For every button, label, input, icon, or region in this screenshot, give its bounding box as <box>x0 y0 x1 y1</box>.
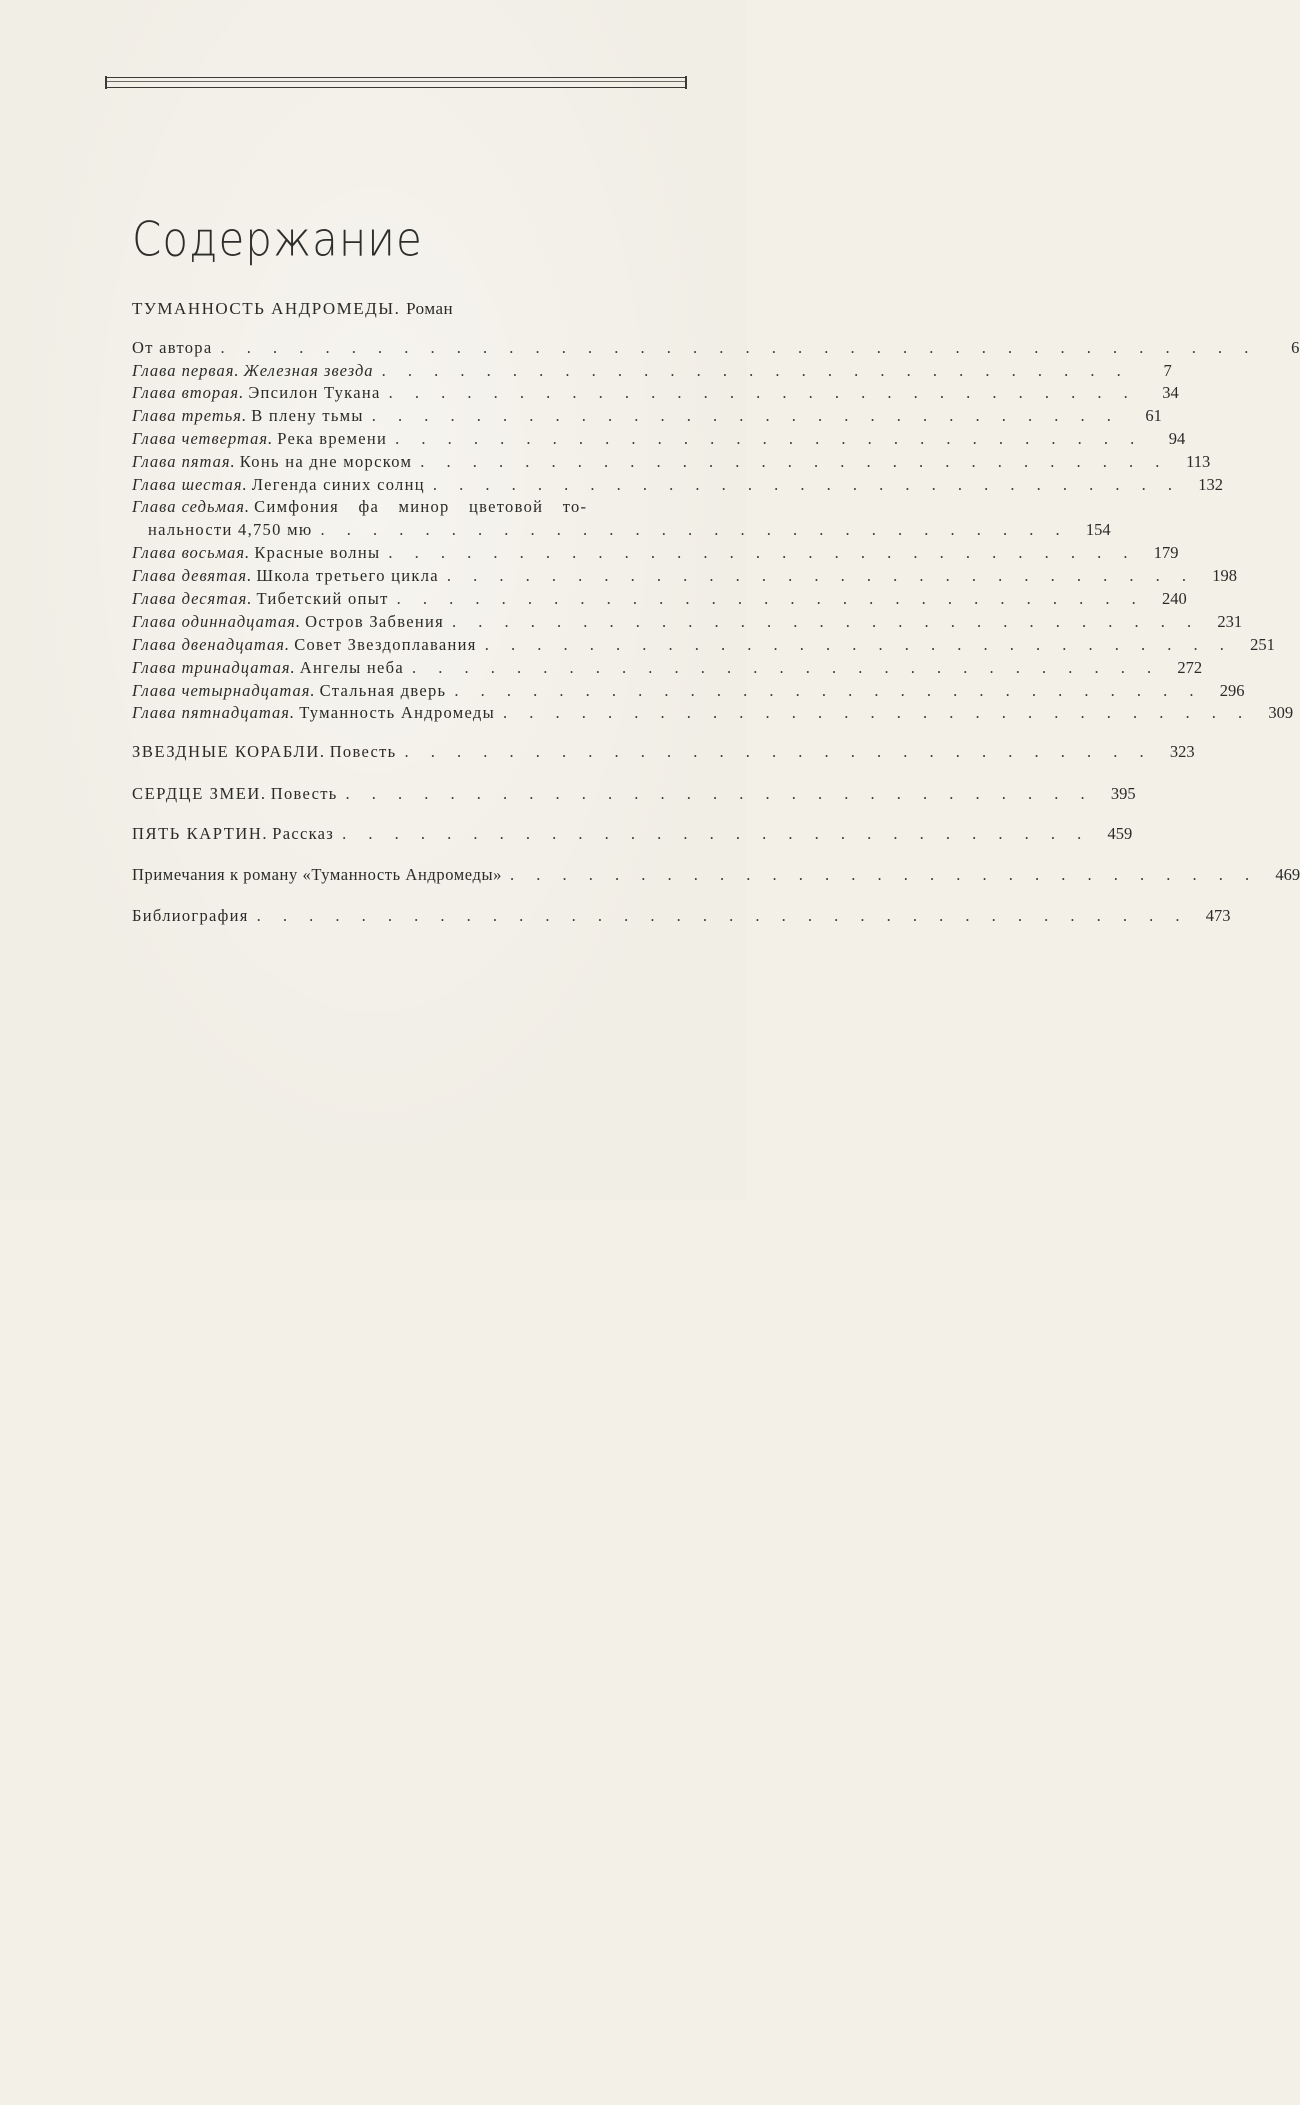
toc-entry <box>132 405 1162 427</box>
work-page-number: 323 <box>1169 742 1195 761</box>
leader-dots: . . . . . . . . . . . . . . . . . . . . . . . . . . . . . <box>345 784 1094 803</box>
work-title: СЕРДЦЕ ЗМЕИ. <box>132 784 267 803</box>
chapter-prefix: Глава пятая. <box>132 452 236 471</box>
toc-entry <box>132 702 1294 724</box>
entry-page-number: 34 <box>1162 383 1179 402</box>
toc-entry <box>132 382 1179 404</box>
entry-title: Совет Звездоплавания <box>294 635 477 654</box>
work-kind: Рассказ <box>272 824 335 843</box>
toc-entry <box>132 542 1179 564</box>
toc-work-entry <box>132 823 1133 845</box>
chapter-prefix: Глава восьмая. <box>132 543 251 562</box>
toc-entry <box>132 451 1211 473</box>
leader-dots: . . . . . . . . . . . . . . . . . . . . . . . . . . . . . <box>452 612 1201 631</box>
chapter-prefix: Глава вторая. <box>132 383 245 402</box>
work-kind: Повесть <box>329 742 397 761</box>
toc-entry <box>132 474 1223 496</box>
entry-title: Железная звезда <box>243 361 374 380</box>
entry-page-number: 154 <box>1085 520 1111 539</box>
entry-page-number: 113 <box>1186 452 1211 471</box>
entry-title: Красные волны <box>254 543 381 562</box>
entry-page-number: 231 <box>1217 612 1243 631</box>
chapter-prefix: Глава двенадцатая. <box>132 635 291 654</box>
entry-page-number: 7 <box>1163 361 1172 380</box>
leader-dots: . . . . . . . . . . . . . . . . . . . . . . . . . . . . . <box>412 658 1161 677</box>
toc-entry <box>132 565 1238 587</box>
entry-page-number: 6 <box>1291 338 1300 357</box>
toc-entry <box>132 588 1187 610</box>
entry-title: Остров Забвения <box>305 612 444 631</box>
entry-page-number: 179 <box>1153 543 1179 562</box>
leader-dots: . . . . . . . . . . . . . . . . . . . . . . . . . . . . . <box>371 406 1120 425</box>
entry-page-number: 198 <box>1212 566 1238 585</box>
notes-title: Примечания к роману «Туманность Андромеды» <box>132 865 503 884</box>
toc-entry <box>132 657 1203 679</box>
rule-right-cap <box>685 76 687 89</box>
rule-left-cap <box>105 76 107 89</box>
leader-dots: . . . . . . . . . . . . . . . . . . . . . . . . . . . . . <box>388 543 1137 562</box>
entry-title-continued: нальности 4,750 мю <box>148 520 313 539</box>
chapter-prefix: Глава четырнадцатая. <box>132 681 316 700</box>
toc-entry <box>132 634 1275 656</box>
entry-page-number: 296 <box>1219 681 1245 700</box>
leader-dots: . . . . . . . . . . . . . . . . . . . . . . . . . . . . . <box>432 475 1181 494</box>
bibliography-title: Библиография <box>132 906 249 925</box>
chapter-prefix: Глава первая. <box>132 361 240 380</box>
chapter-prefix: Глава одиннадцатая. <box>132 612 302 631</box>
section-title-name: ТУМАННОСТЬ АНДРОМЕДЫ. <box>132 299 401 318</box>
leader-dots: . . . . . . . . . . . . . . . . . . . . . . . . . . . . . <box>404 742 1153 761</box>
leader-dots: . . . . . . . . . . . . . . . . . . . . . . . . . . . . . <box>420 452 1169 471</box>
chapter-prefix: Глава третья. <box>132 406 248 425</box>
work-page-number: 395 <box>1110 784 1136 803</box>
work-title: ПЯТЬ КАРТИН. <box>132 824 269 843</box>
entry-title: Эпсилон Тукана <box>248 383 381 402</box>
entry-page-number: 94 <box>1168 429 1186 448</box>
leader-dots: . . . . . . . . . . . . . . . . . . . . . . . . . . . . . <box>510 865 1259 884</box>
chapter-prefix: Глава тринадцатая. <box>132 658 296 677</box>
leader-dots: . . . . . . . . . . . . . . . . . . . . . . . . . . . . . <box>320 520 1069 539</box>
toc-bibliography-entry <box>132 905 1231 927</box>
work-title: ЗВЕЗДНЫЕ КОРАБЛИ. <box>132 742 326 761</box>
toc-notes-entry <box>132 864 1300 886</box>
toc-entry <box>132 337 1300 359</box>
entry-title: Ангелы неба <box>299 658 405 677</box>
work-page-number: 459 <box>1107 824 1133 843</box>
toc-entry-first-line <box>132 496 678 518</box>
chapter-prefix: Глава седьмая. <box>132 497 251 516</box>
entry-title: Тибетский опыт <box>256 589 389 608</box>
chapter-prefix: Глава шестая. <box>132 475 248 494</box>
entry-title: Река времени <box>277 429 388 448</box>
chapter-prefix: Глава девятая. <box>132 566 253 585</box>
leader-dots: . . . . . . . . . . . . . . . . . . . . . . . . . . . . . <box>388 383 1137 402</box>
entry-page-number: 132 <box>1198 475 1223 494</box>
leader-dots: . . . . . . . . . . . . . . . . . . . . . . . . . . . . . . . . . . . . . . . . <box>220 338 1258 357</box>
leader-dots: . . . . . . . . . . . . . . . . . . . . . . . . . . . . . <box>381 361 1130 380</box>
toc-entry <box>148 519 1111 541</box>
notes-page-number: 469 <box>1275 865 1300 884</box>
toc-entry <box>132 611 1243 633</box>
leader-dots: . . . . . . . . . . . . . . . . . . . . . . . . . . . . . <box>454 681 1203 700</box>
entry-page-number: 251 <box>1250 635 1275 654</box>
bibliography-page-number: 473 <box>1205 906 1231 925</box>
toc-entry <box>132 428 1186 450</box>
entry-page-number: 309 <box>1268 703 1294 722</box>
entry-title: От автора <box>132 338 213 357</box>
toc-entry <box>132 360 1172 382</box>
entry-page-number: 240 <box>1162 589 1187 608</box>
leader-dots: . . . . . . . . . . . . . . . . . . . . . . . . . . . . . <box>484 635 1233 654</box>
leader-dots: . . . . . . . . . . . . . . . . . . . . . . . . . . . . . . . . . . . . <box>256 906 1189 925</box>
section-title <box>132 299 453 319</box>
decorative-double-rule <box>106 77 686 88</box>
entry-title: Туманность Андромеды <box>299 703 495 722</box>
leader-dots: . . . . . . . . . . . . . . . . . . . . . . . . . . . . . <box>446 566 1196 585</box>
entry-title: Легенда синих солнц <box>251 475 425 494</box>
entry-title: Стальная дверь <box>319 681 447 700</box>
leader-dots: . . . . . . . . . . . . . . . . . . . . . . . . . . . . . <box>395 429 1144 448</box>
toc-work-entry <box>132 741 1195 763</box>
chapter-prefix: Глава пятнадцатая. <box>132 703 296 722</box>
toc-entry <box>132 680 1245 702</box>
entry-page-number: 61 <box>1145 406 1162 425</box>
entry-title: Симфония фа минор цветовой то- <box>254 497 588 516</box>
entry-title: Конь на дне морском <box>239 452 413 471</box>
chapter-prefix: Глава четвертая. <box>132 429 274 448</box>
contents-heading: Содержание <box>132 212 423 267</box>
toc-work-entry <box>132 783 1136 805</box>
leader-dots: . . . . . . . . . . . . . . . . . . . . . . . . . . . . . <box>396 589 1145 608</box>
entry-title: В плену тьмы <box>251 406 364 425</box>
section-title-kind: Роман <box>406 299 454 318</box>
chapter-prefix: Глава десятая. <box>132 589 253 608</box>
leader-dots: . . . . . . . . . . . . . . . . . . . . . . . . . . . . . <box>342 824 1091 843</box>
leader-dots: . . . . . . . . . . . . . . . . . . . . . . . . . . . . . <box>503 703 1252 722</box>
entry-page-number: 272 <box>1177 658 1203 677</box>
entry-title: Школа третьего цикла <box>256 566 439 585</box>
work-kind: Повесть <box>270 784 338 803</box>
